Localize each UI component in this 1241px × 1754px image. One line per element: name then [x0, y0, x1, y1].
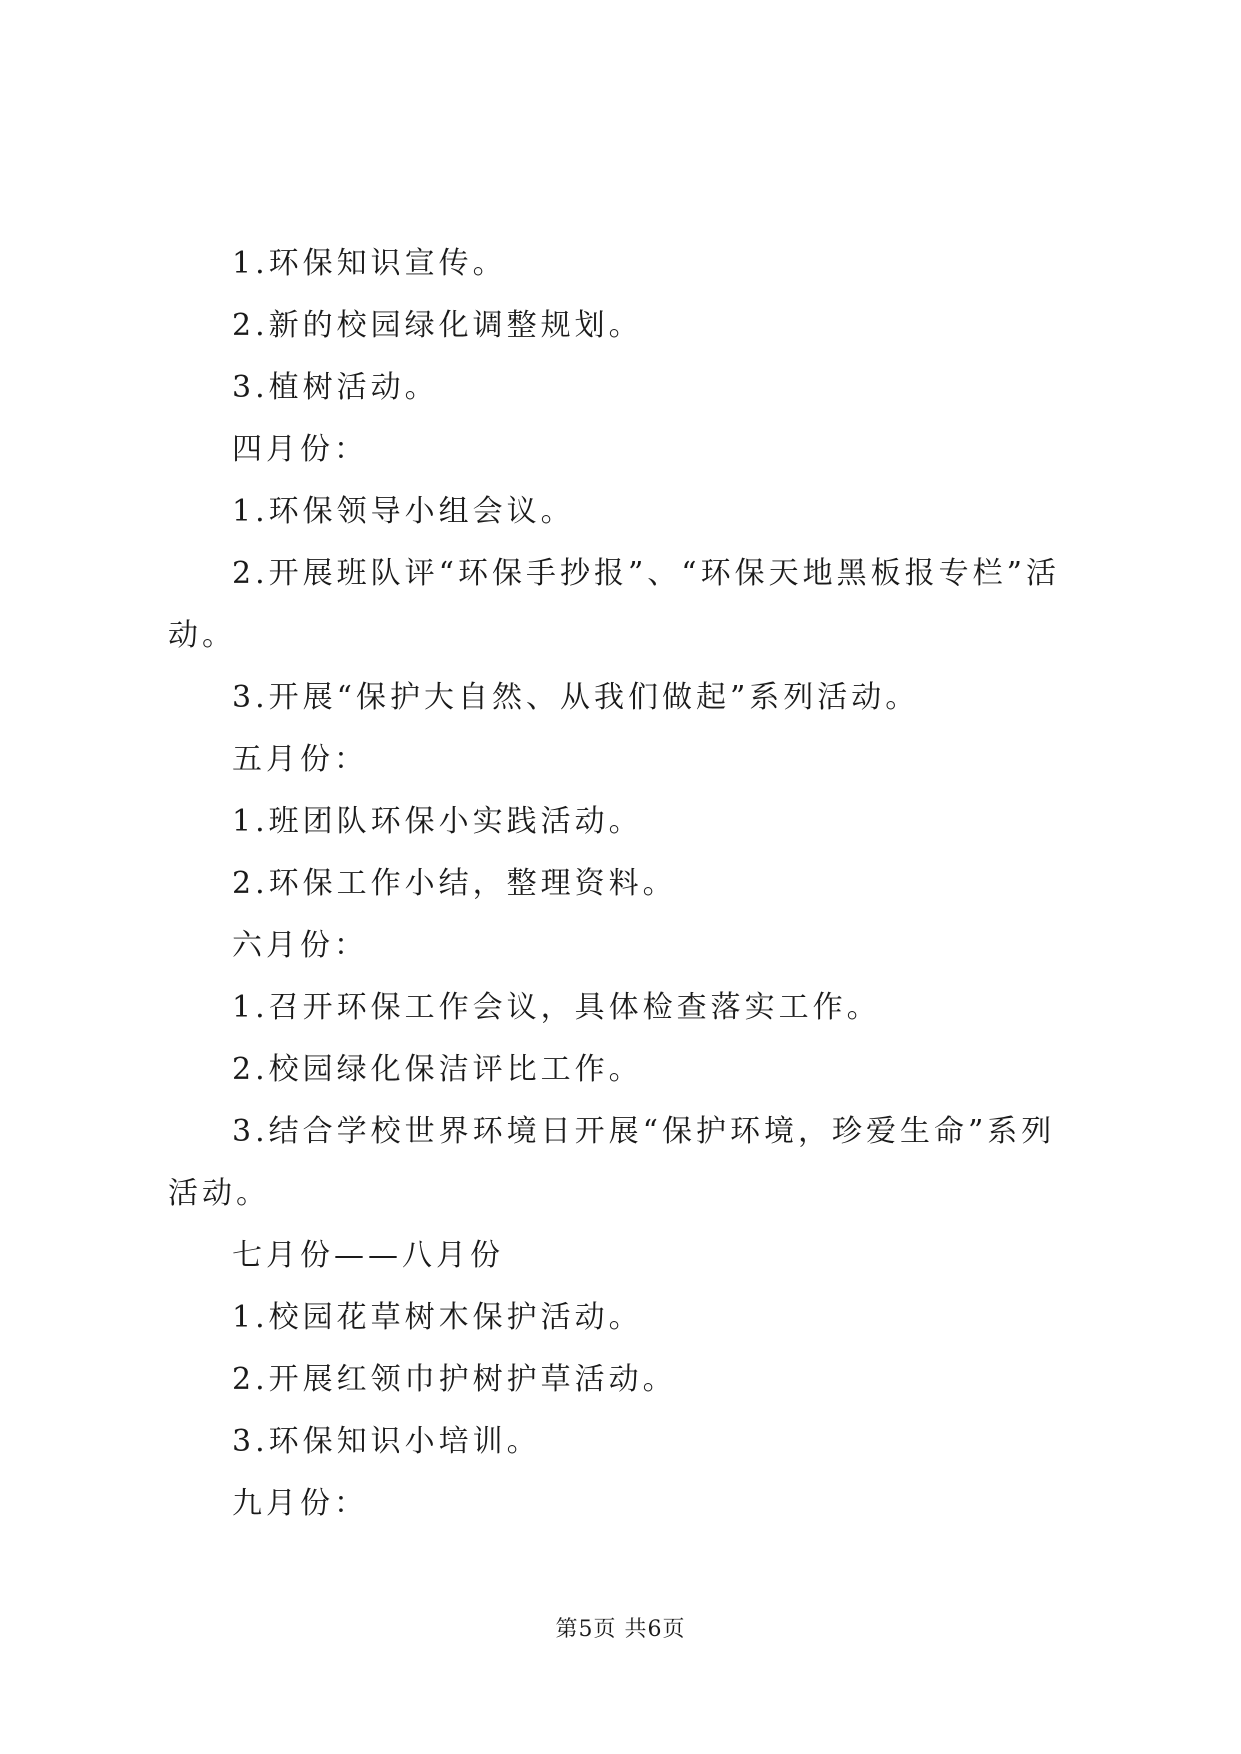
paragraph: 2.新的校园绿化调整规划。 [232, 308, 643, 343]
section-heading: 七月份——八月份 [232, 1238, 504, 1273]
section-heading: 四月份： [232, 432, 368, 467]
paragraph: 2.开展班队评“环保手抄报”、“环保天地黑板报专栏”活动。 [168, 556, 1060, 653]
page-footer: 第5页 共6页 [555, 1617, 686, 1642]
paragraph: 3.环保知识小培训。 [232, 1424, 541, 1459]
paragraph: 1.班团队环保小实践活动。 [232, 804, 643, 839]
paragraph: 1.环保领导小组会议。 [232, 494, 575, 529]
section-heading: 九月份： [232, 1486, 368, 1521]
paragraph: 1.校园花草树木保护活动。 [232, 1300, 643, 1335]
document-body [168, 233, 1080, 1535]
section-heading: 六月份： [232, 928, 368, 963]
section-heading: 五月份： [232, 742, 368, 777]
paragraph: 2.校园绿化保洁评比工作。 [232, 1052, 643, 1087]
paragraph: 2.开展红领巾护树护草活动。 [232, 1362, 677, 1397]
paragraph: 1.环保知识宣传。 [232, 246, 507, 281]
paragraph: 3.植树活动。 [232, 370, 439, 405]
paragraph: 1.召开环保工作会议，具体检查落实工作。 [232, 990, 881, 1025]
paragraph: 3.开展“保护大自然、从我们做起”系列活动。 [232, 680, 920, 715]
paragraph: 3.结合学校世界环境日开展“保护环境，珍爱生命”系列活动。 [168, 1114, 1056, 1211]
paragraph: 2.环保工作小结，整理资料。 [232, 866, 677, 901]
